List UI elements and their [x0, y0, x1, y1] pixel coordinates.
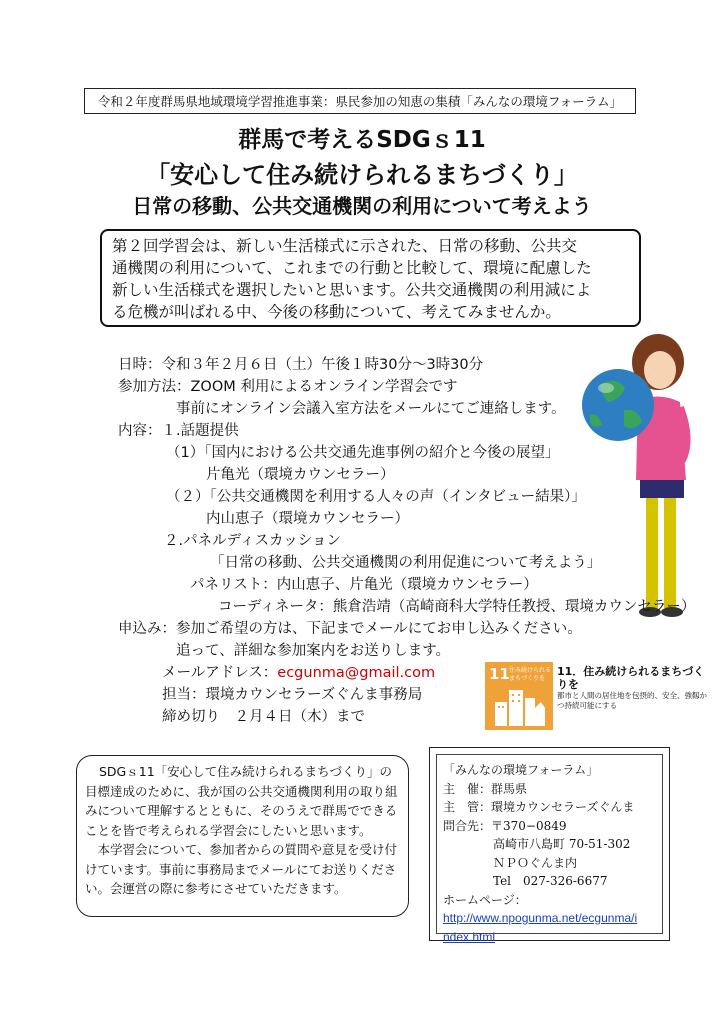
panelists: パネリスト：内山恵子、片亀光（環境カウンセラー） — [190, 577, 538, 593]
intro-line: 新しい生活様式を選択したいと思います。公共交通機関の利用減によ — [112, 281, 592, 299]
sdg11-text — [557, 665, 707, 711]
note-line: い。会運営の際に参考にさせていただきます。 — [85, 881, 347, 896]
title-line-3: 日常の移動、公共交通機関の利用について考えよう — [132, 194, 592, 218]
panel-heading: ２.パネルディスカッション — [164, 533, 342, 549]
sdg-number: 11 — [489, 665, 510, 683]
topic-1-speaker: 片亀光（環境カウンセラー） — [206, 467, 395, 483]
topic-1: （1）「国内における公共交通先進事例の紹介と今後の展望」 — [166, 445, 560, 461]
sdg11-badge — [485, 662, 553, 730]
forum-tel: Tel 027-326-6677 — [493, 874, 608, 888]
coordinator: コーディネータ：熊倉浩靖（高崎商科大学特任教授、環境カウンセラー） — [218, 599, 696, 615]
title-line-2: 「安心して住み続けられるまちづくり」 — [146, 161, 578, 189]
forum-url-row-2 — [443, 928, 656, 947]
forum-info-box — [436, 754, 663, 944]
intro-box — [100, 229, 641, 327]
homepage-link-cont[interactable]: ndex.html — [443, 929, 496, 944]
topic-2: （２）「公共交通機関を利用する人々の声（インタビュー結果）」 — [166, 489, 586, 505]
contact: 担当：環境カウンセラーズぐんま事務局 — [162, 687, 423, 703]
method: 参加方法：ZOOM 利用によるオンライン学習会です — [118, 379, 458, 395]
apply: 申込み：参加ご希望の方は、下記までメールにてお申し込みください。 — [118, 621, 582, 637]
forum-address: 高崎市八島町 70-51-302 — [493, 837, 631, 851]
sdg-title: 11．住み続けられるまちづくりを — [557, 665, 705, 691]
content-heading: 内容：１.話題提供 — [118, 423, 239, 439]
forum-org: ＮＰＯぐんま内 — [493, 855, 578, 870]
intro-line: る危機が叫ばれる中、今後の移動について、考えてみませんか。 — [112, 303, 561, 321]
city-buildings-icon — [493, 686, 545, 726]
forum-url-row — [443, 909, 656, 928]
email-link[interactable]: ecgunma@gmail.com — [277, 665, 436, 681]
note-line: 本学習会について、参加者からの質問や意見を受け付 — [85, 842, 398, 857]
header-note: 令和２年度群馬県地域環境学習推進事業：県民参加の知恵の集積「みんなの環境フォーラム」 — [84, 88, 636, 114]
homepage-link[interactable]: http://www.npogunma.net/ecgunma/i — [443, 911, 638, 925]
purpose-note-box — [76, 755, 409, 917]
topic-2-speaker: 内山恵子（環境カウンセラー） — [206, 511, 409, 527]
intro-line: 第２回学習会は、新しい生活様式に示された、日常の移動、公共交 — [112, 237, 578, 255]
datetime: 日時：令和３年２月６日（土）午後１時30分〜3時30分 — [118, 357, 484, 373]
email-label: メールアドレス： — [162, 665, 278, 681]
forum-homepage-label: ホームページ： — [443, 892, 527, 907]
sdg-desc: 都市と人間の居住地を包摂的、安全、強靱かつ持続可能にする — [557, 691, 707, 710]
forum-manager: 主 管：環境カウンセラーズぐんま — [443, 800, 635, 814]
note-line: みについて理解するとともに、そのうえで群馬でできる — [85, 803, 398, 818]
deadline: 締め切り ２月４日（木）まで — [162, 709, 365, 725]
forum-host: 主 催：群馬県 — [443, 781, 528, 796]
title-line-1: 群馬で考えるSDGｓ11 — [238, 127, 486, 153]
note-line: ことを皆で考えられる学習会にしたいと思います。 — [85, 822, 372, 838]
note-line: 目標達成のために、我が国の公共交通機関利用の取り組 — [85, 783, 398, 799]
panel-title: 「日常の移動、公共交通機関の利用促進について考えよう」 — [210, 555, 602, 571]
sdg-badge-text: 住み続けられる まちづくりを — [509, 667, 552, 682]
forum-name: 「みんなの環境フォーラム」 — [443, 763, 599, 777]
note-line: けています。事前に事務局までメールにてお送りくださ — [85, 861, 397, 877]
intro-line: 通機関の利用について、これまでの行動と比較して、環境に配慮した — [112, 259, 592, 277]
apply-note: 追って、詳細な参加案内をお送りします。 — [176, 643, 451, 659]
forum-contact: 問合先：〒370−0849 — [443, 818, 567, 833]
note-line: SDGｓ11「安心して住み続けられるまちづくり」の — [99, 764, 393, 779]
method-note: 事前にオンライン会議入室方法をメールにてご連絡します。 — [176, 401, 566, 417]
